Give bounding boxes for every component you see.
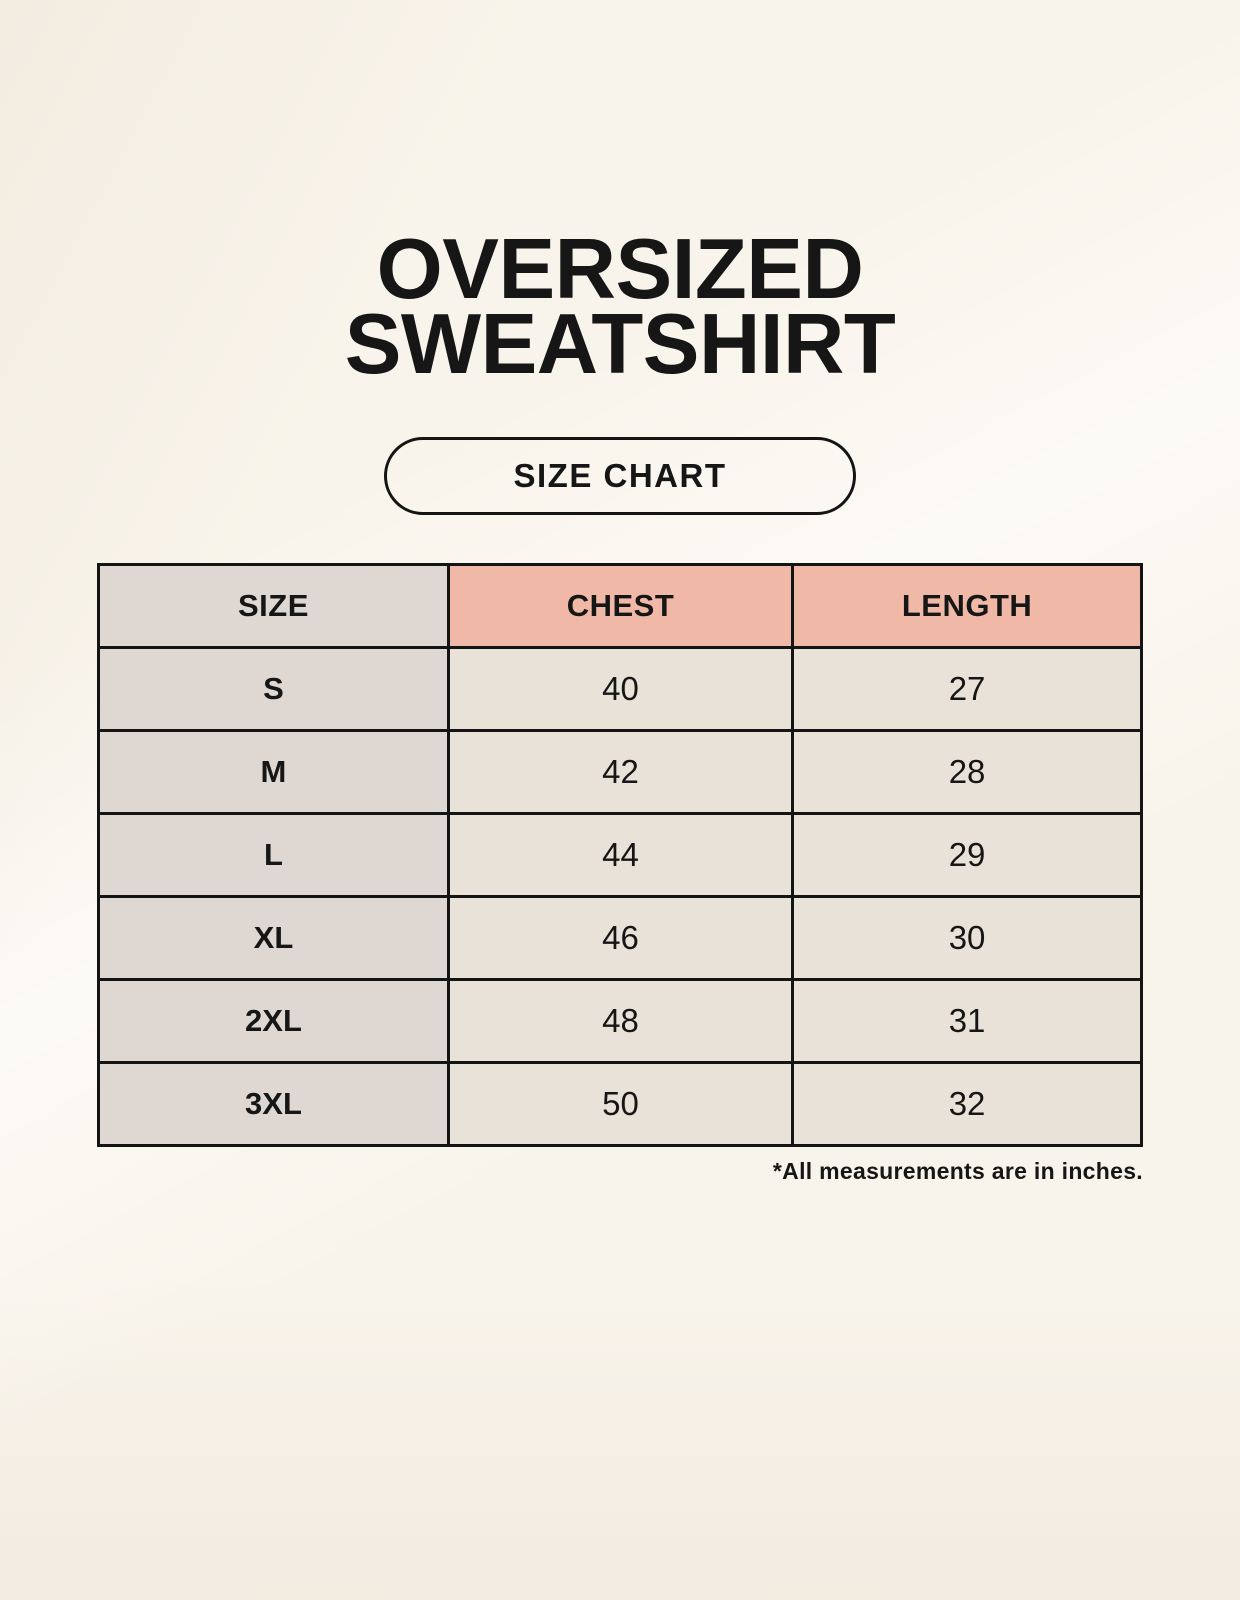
table-row	[99, 647, 1142, 730]
column-header-chest: CHEST	[448, 564, 792, 647]
size-cell: 2XL	[99, 979, 449, 1062]
size-cell: XL	[99, 896, 449, 979]
table-row	[99, 979, 1142, 1062]
size-cell: L	[99, 813, 449, 896]
table-header-row	[99, 564, 1142, 647]
size-cell: 3XL	[99, 1062, 449, 1145]
length-cell: 30	[793, 896, 1142, 979]
title-line-2: SWEATSHIRT	[344, 296, 896, 392]
table-row	[99, 1062, 1142, 1145]
page-title	[97, 222, 1143, 392]
size-cell: S	[99, 647, 449, 730]
length-cell: 29	[793, 813, 1142, 896]
column-header-length: LENGTH	[793, 564, 1142, 647]
length-cell: 31	[793, 979, 1142, 1062]
size-table	[97, 563, 1143, 1147]
table-row	[99, 730, 1142, 813]
size-chart-graphic	[97, 0, 1143, 1185]
length-cell: 28	[793, 730, 1142, 813]
size-chart-button-label: SIZE CHART	[513, 456, 727, 494]
chest-cell: 48	[448, 979, 792, 1062]
size-cell: M	[99, 730, 449, 813]
table-row	[99, 896, 1142, 979]
size-chart-button[interactable]	[384, 437, 856, 515]
title-line-1: OVERSIZED	[376, 222, 864, 317]
chest-cell: 44	[448, 813, 792, 896]
column-header-size: SIZE	[99, 564, 449, 647]
chest-cell: 40	[448, 647, 792, 730]
chest-cell: 46	[448, 896, 792, 979]
chest-cell: 50	[448, 1062, 792, 1145]
length-cell: 32	[793, 1062, 1142, 1145]
measurement-note: *All measurements are in inches.	[772, 1157, 1143, 1184]
chest-cell: 42	[448, 730, 792, 813]
table-row	[99, 813, 1142, 896]
length-cell: 27	[793, 647, 1142, 730]
